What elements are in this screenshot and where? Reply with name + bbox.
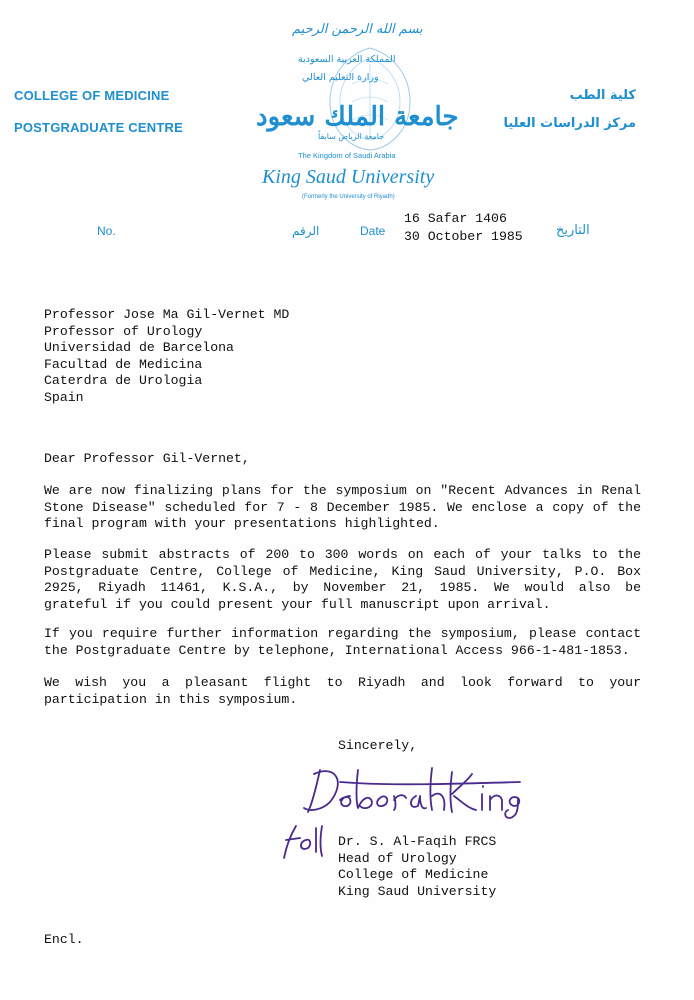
date-hijri: 16 Safar 1406 [404,211,507,226]
paragraph-line: the Postgraduate Centre by telephone, International Access 966-1-481-1853. [44,642,630,658]
paragraph-line: If you require further information regarding the symposium, please contact [44,626,641,641]
paragraph-line: Postgraduate Centre, College of Medicine, King Saud University, P.O. Box [44,563,641,579]
paragraph-line: participation in this symposium. [44,691,298,707]
university-name-ar: جامعة الملك سعود [256,102,459,132]
kingdom-en: The Kingdom of Saudi Arabia [298,151,396,160]
recipient-line: Universidad de Barcelona [44,340,234,355]
number-label: No. [97,224,116,238]
paragraph-line: 2925, Riyadh 11461, K.S.A., by November 21, 1985. We would also be [44,580,641,595]
date-label-ar: التاريخ [556,223,590,238]
university-name-en: King Saud University [262,166,435,188]
body-paragraph [44,626,641,659]
date-gregorian: 30 October 1985 [404,229,523,244]
number-label-ar: الرقم [292,224,320,238]
college-name: COLLEGE OF MEDICINE [14,88,170,103]
body-paragraph [44,675,641,708]
body-paragraph [44,547,641,613]
paragraph-line: We wish you a pleasant flight to Riyadh and look forward to your [44,675,641,690]
paragraph-line: Please submit abstracts of 200 to 300 words on each of your talks to the [44,547,641,562]
body-paragraph [44,483,641,533]
recipient-line: Facultad de Medicina [44,356,203,372]
riyadh-former-ar: جامعة الرياض سابقاً [318,132,385,141]
paragraph-line: We are now finalizing plans for the symposium on "Recent Advances in Renal [44,483,641,498]
closing: Sincerely, [338,738,418,753]
basmala: بسم الله الرحمن الرحيم [292,22,423,37]
paragraph-line: grateful if you could present your full manuscript upon arrival. [44,596,551,612]
paragraph-line: final program with your presentations highlighted. [44,516,440,531]
signer-line: Head of Urology [338,850,457,866]
recipient-address [44,307,289,406]
per-procurationem-mark [282,822,332,862]
date-label: Date [360,224,386,238]
signer-line: King Saud University [338,883,497,899]
ministry-ar: وزارة التعليم العالي [302,72,379,83]
kingdom-ar: المملكة العربية السعودية [298,54,396,65]
signer-line: Dr. S. Al-Faqih FRCS [338,834,497,849]
recipient-line: Professor of Urology [44,323,203,339]
salutation: Dear Professor Gil-Vernet, [44,451,250,466]
centre-name-ar: مركز الدراسات العليا [503,116,636,131]
college-name-ar: كلية الطب [569,88,636,103]
signer-line: College of Medicine [338,867,489,882]
paragraph-line: Stone Disease" scheduled for 7 - 8 December 1985. We enclose a copy of the [44,499,641,515]
enclosure-note: Encl. [44,932,84,947]
centre-name: POSTGRADUATE CENTRE [14,120,183,135]
recipient-line: Professor Jose Ma Gil-Vernet MD [44,307,290,322]
signature [300,760,530,820]
recipient-line: Spain [44,389,84,405]
recipient-line: Caterdra de Urologia [44,373,203,388]
formerly-note: (Formerly the University of Riyadh) [302,194,395,200]
signer-block [338,834,496,900]
